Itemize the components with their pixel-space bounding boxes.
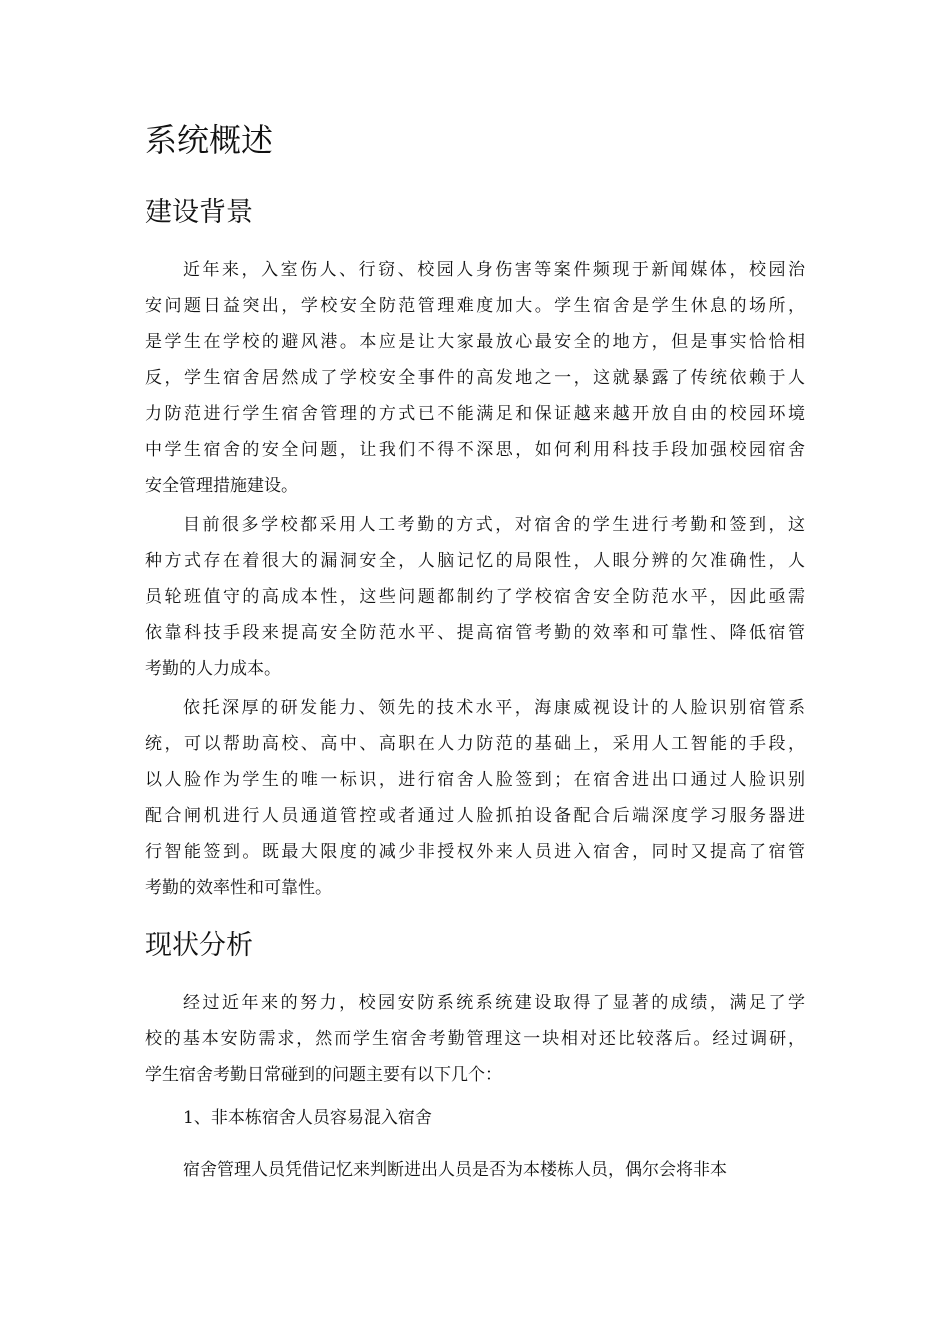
- paragraph-line: 行智能签到。既最大限度的减少非授权外来人员进入宿舍，同时又提高了宿管: [145, 842, 805, 862]
- paragraph-line: 校的基本安防需求，然而学生宿舍考勤管理这一块相对还比较落后。经过调研，: [145, 1029, 805, 1049]
- paragraph-line: 依靠科技手段来提高安全防范水平、提高宿管考勤的效率和可靠性、降低宿管: [145, 623, 805, 643]
- paragraph-line: 安全管理措施建设。: [145, 476, 298, 496]
- paragraph-line: 学生宿舍考勤日常碰到的问题主要有以下几个：: [145, 1065, 502, 1085]
- paragraph-line: 配合闸机进行人员通道管控或者通过人脸抓拍设备配合后端深度学习服务器进: [145, 806, 805, 826]
- paragraph-line: 宿舍管理人员凭借记忆来判断进出人员是否为本楼栋人员，偶尔会将非本: [183, 1160, 727, 1180]
- paragraph-line: 是学生在学校的避风港。本应是让大家最放心最安全的地方，但是事实恰恰相: [145, 332, 805, 352]
- paragraph-line: 目前很多学校都采用人工考勤的方式，对宿舍的学生进行考勤和签到，这: [183, 515, 805, 535]
- section-heading-status-analysis: 现状分析: [145, 930, 253, 961]
- paragraph-line: 力防范进行学生宿舍管理的方式已不能满足和保证越来越开放自由的校园环境: [145, 404, 805, 424]
- list-item: 1、非本栋宿舍人员容易混入宿舍: [183, 1108, 432, 1128]
- paragraph-line: 员轮班值守的高成本性，这些问题都制约了学校宿舍安全防范水平，因此亟需: [145, 587, 805, 607]
- paragraph-line: 中学生宿舍的安全问题，让我们不得不深思，如何利用科技手段加强校园宿舍: [145, 440, 805, 460]
- paragraph-line: 经过近年来的努力，校园安防系统系统建设取得了显著的成绩，满足了学: [183, 993, 805, 1013]
- paragraph-line: 种方式存在着很大的漏洞安全，人脑记忆的局限性，人眼分辨的欠准确性，人: [145, 551, 805, 571]
- paragraph-line: 依托深厚的研发能力、领先的技术水平，海康威视设计的人脸识别宿管系: [183, 698, 805, 718]
- paragraph-line: 反，学生宿舍居然成了学校安全事件的高发地之一，这就暴露了传统依赖于人: [145, 368, 805, 388]
- section-heading-background: 建设背景: [145, 197, 253, 228]
- paragraph-line: 安问题日益突出，学校安全防范管理难度加大。学生宿舍是学生休息的场所，: [145, 296, 805, 316]
- paragraph-line: 以人脸作为学生的唯一标识，进行宿舍人脸签到；在宿舍进出口通过人脸识别: [145, 770, 805, 790]
- paragraph-line: 考勤的人力成本。: [145, 659, 281, 679]
- paragraph-line: 考勤的效率性和可靠性。: [145, 878, 332, 898]
- paragraph-line: 统，可以帮助高校、高中、高职在人力防范的基础上，采用人工智能的手段，: [145, 734, 805, 754]
- paragraph-line: 近年来，入室伤人、行窃、校园人身伤害等案件频现于新闻媒体，校园治: [183, 260, 805, 280]
- document-title: 系统概述: [145, 121, 274, 159]
